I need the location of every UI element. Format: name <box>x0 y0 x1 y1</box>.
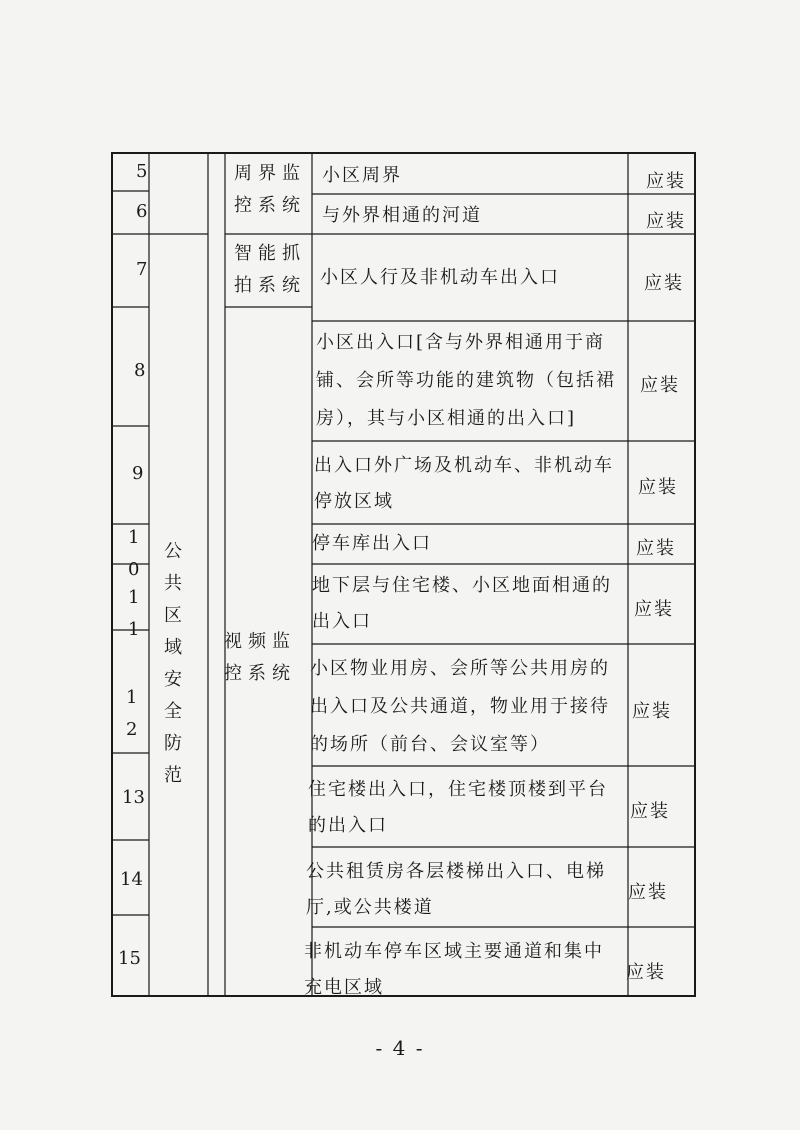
row-number: 14 <box>120 869 143 890</box>
system-label: 周界监控系统 <box>234 163 306 216</box>
location-cell: 小区人行及非机动车出入口 <box>320 267 560 288</box>
location-cell: 与外界相通的河道 <box>322 205 482 226</box>
location-cell: 公共租赁房各层楼梯出入口、电梯厅,或公共楼道 <box>306 861 606 918</box>
location-cell: 小区周界 <box>322 165 402 186</box>
requirement-cell: 应装 <box>644 273 684 294</box>
row-number: 9 <box>132 463 144 484</box>
location-cell: 非机动车停车区域主要通道和集中充电区域 <box>304 941 604 998</box>
requirement-cell: 应装 <box>632 701 672 722</box>
requirement-cell: 应装 <box>634 599 674 620</box>
requirement-cell: 应装 <box>646 171 686 192</box>
page-number: - 4 - <box>375 1036 425 1060</box>
location-cell: 住宅楼出入口，住宅楼顶楼到平台的出入口 <box>308 779 608 836</box>
location-cell: 停车库出入口 <box>312 533 432 554</box>
system-label: 视频监控系统 <box>224 631 296 684</box>
row-number: 11 <box>128 587 140 640</box>
requirement-cell: 应装 <box>638 477 678 498</box>
location-cell: 出入口外广场及机动车、非机动车停放区域 <box>314 455 614 512</box>
row-number: 10 <box>128 527 140 580</box>
row-number: 13 <box>122 787 145 808</box>
row-number: 5 <box>136 161 148 182</box>
system-label: 智能抓拍系统 <box>234 243 306 296</box>
row-number: 6 <box>136 201 148 222</box>
category-label: 公共区域安全防范 <box>164 541 188 786</box>
requirement-cell: 应装 <box>646 211 686 232</box>
row-number: 15 <box>118 948 141 969</box>
location-cell: 小区物业用房、会所等公共用房的出入口及公共通道，物业用于接待的场所（前台、会议室等） <box>310 658 610 755</box>
requirement-cell: 应装 <box>626 962 666 983</box>
row-number: 8 <box>134 360 146 381</box>
location-cell: 小区出入口[含与外界相通用于商铺、会所等功能的建筑物（包括裙房），其与小区相通的出入口] <box>316 332 616 429</box>
requirement-cell: 应装 <box>630 801 670 822</box>
location-cell: 地下层与住宅楼、小区地面相通的出入口 <box>312 575 612 632</box>
row-number: 12 <box>126 687 138 740</box>
requirement-cell: 应装 <box>640 375 680 396</box>
row-number: 7 <box>136 259 148 280</box>
requirement-cell: 应装 <box>628 882 668 903</box>
requirement-cell: 应装 <box>636 538 676 559</box>
